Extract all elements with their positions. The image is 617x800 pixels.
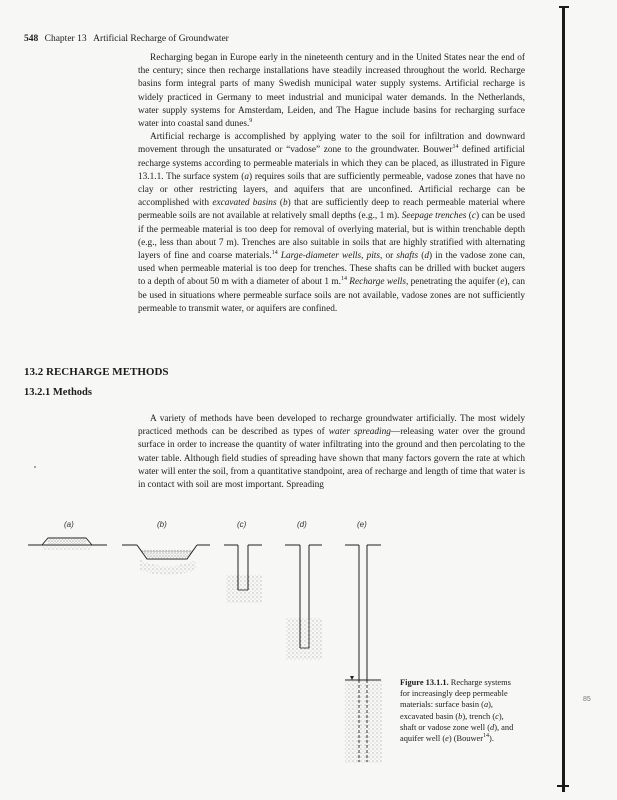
panel-label-c: (c)	[237, 520, 247, 529]
text-run: (	[276, 198, 284, 209]
italic-term: a	[483, 700, 489, 710]
shaft-diagram	[285, 545, 322, 660]
citation-superscript: 14	[483, 733, 490, 740]
panel-label-d: (d)	[297, 520, 307, 529]
caption-title: Figure 13.1.1.	[400, 678, 449, 687]
text-run: defined artificial recharge systems according to permeable materials in which they can be placed, as illustrated in Figure 13.1.1. The surface system (	[138, 145, 525, 182]
citation-superscript: 14	[271, 249, 278, 256]
text-run: Recharging began in Europe early in the nineteenth century and in the United States near the end of the century; since then recharge installations have steadily increased throughout the world. Recharge basins form integral parts of many Swedish municipal water supply systems. Artificial recharge is widely practiced in Germany to meet industrial and municipal water demands. In the Netherlands, water supply systems for Amsterdam, Leiden, and The Hague include basins for recharging surface water into coastal sand dunes.	[138, 53, 525, 130]
text-run: (	[418, 251, 425, 262]
italic-term: c	[471, 211, 476, 222]
figure-caption	[400, 677, 518, 744]
text-run: ) requires soils that are sufficiently permeable, vadose zones that have no clay or other restricting layers, and aquifers that are unconfined. Artificial recharge can be accomplished with	[138, 171, 525, 209]
text-run: ), and aquifer well (	[400, 722, 514, 744]
panel-label-b: (b)	[157, 520, 167, 529]
italic-term: Seepage trenches	[401, 211, 467, 222]
page-number: 548	[24, 34, 39, 44]
text-run: ).	[489, 734, 494, 744]
italic-term: a	[244, 171, 250, 182]
caption-text	[400, 678, 513, 743]
text-run: ), can be used in situations where permeable surface soils are not available, vadose zones are not sufficiently permeable to transmit water, or aquifers are confined.	[138, 277, 526, 314]
chapter-title: Chapter 13 Artificial Recharge of Groundwater	[44, 34, 229, 44]
excavated-basin-diagram	[122, 545, 210, 575]
text-run: Recharge systems for increasingly deep permeable materials: surface basin (	[400, 678, 511, 710]
italic-term: d	[424, 251, 429, 262]
italic-term: c	[495, 711, 499, 721]
text-run: penetrating the aquifer (	[408, 277, 501, 288]
recharge-well-diagram	[345, 545, 382, 763]
text-run: A variety of methods have been developed to recharge groundwater artificially. The most widely practiced methods can be described as types of	[138, 414, 525, 438]
text-run: ) (Bouwer	[448, 734, 484, 744]
surface-basin-diagram	[28, 538, 107, 550]
subsection-heading: 13.2.1 Methods	[24, 387, 92, 398]
text-run: ), shaft or vadose zone well (	[400, 711, 504, 732]
italic-term: Recharge wells,	[349, 277, 409, 288]
citation-superscript: 14	[340, 276, 347, 283]
italic-term: water spreading	[328, 427, 391, 438]
italic-term: e	[500, 277, 505, 288]
trench-diagram	[224, 545, 262, 603]
panel-label-e: (e)	[357, 520, 367, 529]
text-run: (	[466, 211, 472, 222]
text-run: ), excavated basin (	[400, 700, 494, 721]
text-run: ) in the vadose zone can, used when permeable material is too deep for trenches. These shafts can be drilled with bucket augers to a depth of about 50 m with a diameter of about 1 m.	[138, 251, 525, 288]
text-run: or	[382, 251, 397, 262]
text-run: ), trench (	[462, 711, 496, 721]
citation-superscript: 9	[249, 117, 253, 124]
italic-term: d	[490, 722, 495, 732]
italic-term: excavated basins	[212, 198, 277, 209]
margin-mark: 85	[583, 696, 591, 703]
text-run: ) can be used if the permeable material is too deep for removal of overlying material, but is within trenchable depth (e.g., less than about 7 m). Trenches are also suitable in soils that are highly stratified with alternating layers of fine and coarse materials.	[138, 211, 525, 262]
italic-term: Large-diameter wells, pits,	[280, 251, 383, 262]
italic-term: e	[445, 734, 449, 744]
section-heading: 13.2 RECHARGE METHODS	[24, 366, 169, 378]
text-run: Artificial recharge is accomplished by applying water to the soil for infiltration and downward movement through the unsaturated or “vadose” zone to the groundwater. Bouwer	[138, 132, 525, 156]
text-run: ) that are sufficiently deep to reach permeable material where permeable soils are not available at relatively small depths (e.g., 1 m).	[138, 198, 526, 222]
panel-label-a: (a)	[64, 520, 74, 529]
citation-superscript: 14	[452, 144, 459, 151]
text-run: —releasing water over the ground surface in order to increase the quantity of water infiltrating into the ground and then percolating to the water table. Although field studies of spreading have shown that many factors govern the rate at which water will enter the soil, from a quantitative standpoint, area of recharge and length of time that water is in contact with soil are most important. Spreading	[138, 427, 525, 491]
italic-term: b	[458, 711, 463, 721]
italic-term: b	[283, 198, 288, 209]
italic-term: shafts	[396, 251, 419, 262]
